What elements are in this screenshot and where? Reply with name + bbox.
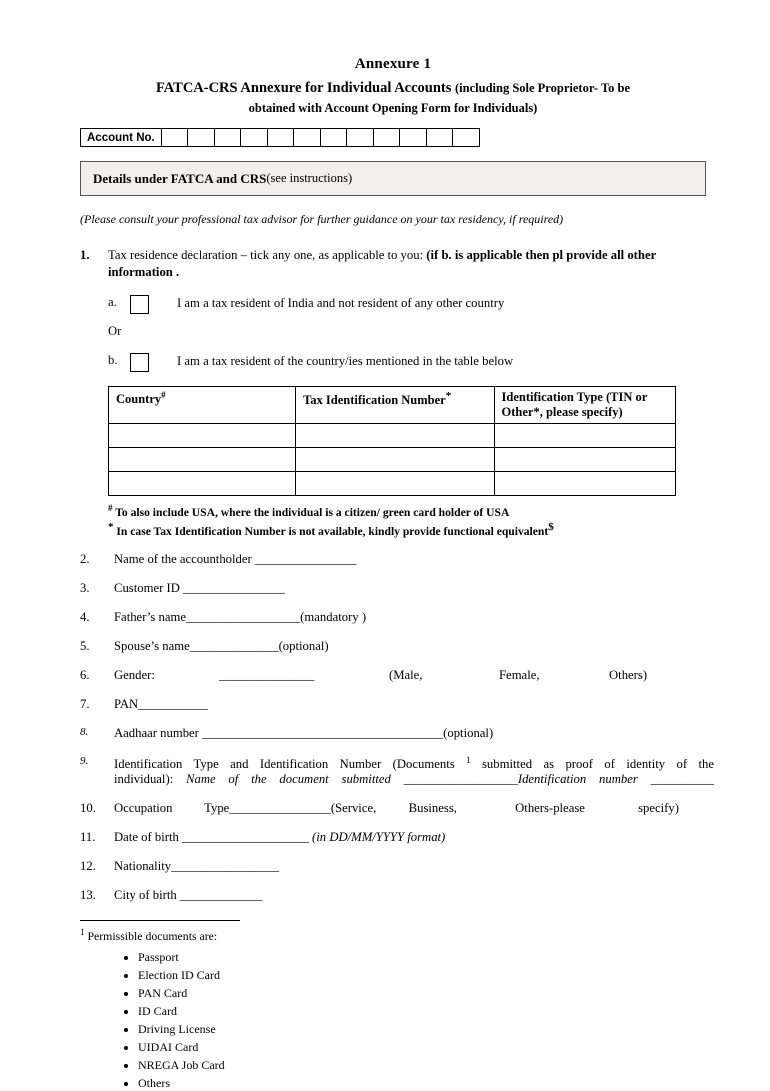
list-item: • PAN Card [138,986,706,1001]
identification-line-1 [114,755,714,772]
option-a-row[interactable] [108,295,706,314]
column-header-tin [296,387,494,424]
list-item: • Passport [138,950,706,965]
field-label[interactable]: Customer ID ________________ [114,581,285,596]
tax-residency-table[interactable] [108,386,676,496]
field-fathers-name[interactable] [80,610,706,625]
cell-country[interactable] [109,472,296,496]
footnote-divider [80,919,240,921]
account-number-cell[interactable] [241,129,268,146]
cell-tin[interactable] [296,448,494,472]
field-aadhaar[interactable] [80,726,706,741]
question-1-number: 1. [80,248,90,263]
field-dob-body[interactable] [114,830,706,845]
identification-docs-note: (Documents [392,757,467,772]
account-number-cell[interactable] [162,129,189,146]
gender-option-others: Others) [609,668,648,683]
field-nationality[interactable] [80,859,706,874]
permissible-documents-heading [80,927,706,944]
option-b-checkbox[interactable] [130,353,149,372]
account-number-cells[interactable] [162,129,479,146]
identification-number-label: Identification number [517,772,638,787]
field-number: 4. [80,610,90,625]
gender-label: Gender: [114,668,155,683]
question-1-text-normal: Tax residence declaration – tick any one, as applicable to you: [108,248,427,263]
question-1 [80,247,706,281]
field-label[interactable]: Name of the accountholder ________________ [114,552,357,567]
dob-label[interactable]: Date of birth ____________________ [114,830,313,845]
account-number-cell[interactable] [400,129,427,146]
field-city-of-birth[interactable] [80,888,706,903]
footnote-star-marker: * [108,521,114,534]
permissible-footnote-marker: 1 [80,927,85,938]
field-label[interactable]: PAN___________ [114,697,208,712]
subtitle-line2: obtained with Account Opening Form for Individuals) [248,100,538,115]
list-item: • Others [138,1076,706,1091]
table-row[interactable] [109,472,676,496]
permissible-documents-list [80,950,706,1091]
section-header-note: (see instructions) [266,171,353,186]
account-number-cell[interactable] [347,129,374,146]
option-or-separator: Or [108,324,122,339]
cell-country[interactable] [109,448,296,472]
cell-identification-type[interactable] [494,472,675,496]
field-number: 11. [80,830,96,845]
list-item: • NREGA Job Card [138,1058,706,1073]
cell-tin[interactable] [296,424,494,448]
option-a-text: I am a tax resident of India and not resident of any other country [177,296,505,311]
footnote-star-text: In case Tax Identification Number is not available, kindly provide functional equivalent [116,525,549,539]
field-number: 9. [80,755,89,768]
field-label[interactable]: City of birth _____________ [114,888,263,903]
question-1-text [108,247,706,281]
list-item: • ID Card [138,1004,706,1019]
cell-country[interactable] [109,424,296,448]
field-customer-id[interactable] [80,581,706,596]
question-1-text-bold: (if b. is applicable then pl provide all other information . [108,248,656,280]
subtitle-rest: (including Sole Proprietor- To be [455,81,631,95]
column-header-country [109,387,296,424]
field-pan[interactable] [80,697,706,712]
field-number: 7. [80,697,90,712]
occupation-label: Occupation [114,801,173,816]
occupation-option-others: Others-please [515,801,585,816]
field-occupation[interactable] [80,801,706,816]
footnote-star-marker-end: $ [548,521,554,534]
column-header-identification-type: Identification Type (TIN or Other*, please specify) [494,387,675,424]
footnote-hash-text: To also include USA, where the individual is a citizen/ green card holder of USA [115,506,510,520]
account-number-cell[interactable] [294,129,321,146]
account-number-cell[interactable] [427,129,454,146]
dob-format-hint: (in DD/MM/YYYY format) [312,830,446,845]
footnote-star [108,521,706,538]
identification-line-2[interactable] [114,772,714,787]
field-date-of-birth[interactable] [80,830,706,845]
cell-identification-type[interactable] [494,424,675,448]
identification-label: Identification Type and Identification Number [114,757,393,772]
field-identification[interactable] [80,755,715,787]
column-header-tin-label: Tax Identification Number [303,393,446,408]
tin-footnote-marker: * [445,390,452,403]
form-fields [80,552,715,903]
option-b-label: b. [108,353,118,368]
title-block [80,56,706,118]
field-label[interactable]: Spouse’s name______________(optional) [114,639,329,654]
cell-tin[interactable] [296,472,494,496]
field-label[interactable]: Aadhaar number ______________________________________(optional) [114,726,494,741]
list-item: • Driving License [138,1022,706,1037]
country-footnote-marker: # [161,390,166,401]
field-occupation-body [114,801,706,816]
field-number: 12. [80,859,96,874]
identification-doc-name-label: Name of the document submitted [186,772,404,787]
identification-number-blank[interactable]: __________ [637,772,715,787]
option-a-label: a. [108,295,117,310]
option-b-text: I am a tax resident of the country/ies mentioned in the table below [177,354,514,369]
table-row[interactable] [109,424,676,448]
account-number-cell[interactable] [453,129,479,146]
account-number-label: Account No. [81,129,162,146]
permissible-heading-text: Permissible documents are: [84,929,218,944]
field-label[interactable]: Father’s name__________________(mandatory ) [114,610,367,625]
field-number: 13. [80,888,96,903]
field-accountholder-name[interactable] [80,552,706,567]
column-header-country-label: Country [116,392,162,407]
footnote-hash [108,503,706,519]
section-header-label: Details under FATCA and CRS [93,170,267,186]
field-gender-body [114,668,706,683]
field-label[interactable]: Nationality_________________ [114,859,279,874]
account-number-cell[interactable] [268,129,295,146]
tax-advisory-note: (Please consult your professional tax advisor for further guidance on your tax residency, if required) [80,212,564,227]
option-a-checkbox[interactable] [130,295,149,314]
field-number: 3. [80,581,90,596]
gender-option-female: Female, [499,668,540,683]
identification-individual-label: individual): [114,772,187,787]
cell-identification-type[interactable] [494,448,675,472]
table-row[interactable] [109,448,676,472]
field-number: 5. [80,639,90,654]
subtitle-bold: FATCA-CRS Annexure for Individual Accounts [155,80,456,96]
field-number: 6. [80,668,90,683]
occupation-option-specify: specify) [638,801,679,816]
account-number-row[interactable] [80,128,480,147]
field-gender[interactable] [80,668,706,683]
identification-docs-note-2: submitted as proof of identity of the [470,757,715,772]
gender-input-blank[interactable]: _______________ [219,668,315,683]
list-item: • UIDAI Card [138,1040,706,1055]
field-spouse-name[interactable] [80,639,706,654]
field-identification-body [114,755,714,787]
occupation-option-service: (Service, [330,801,377,816]
account-number-cell[interactable] [321,129,348,146]
field-number: 2. [80,552,90,567]
option-b-row[interactable] [108,353,706,372]
field-number: 8. [80,726,89,739]
account-number-cell[interactable] [215,129,242,146]
gender-option-male: (Male, [389,668,423,683]
document-subtitle [80,79,706,118]
account-number-cell[interactable] [374,129,401,146]
footnote-hash-marker: # [108,503,113,514]
occupation-type-blank[interactable]: Type________________ [204,801,331,816]
list-item: • Election ID Card [138,968,706,983]
occupation-option-business: Business, [408,801,457,816]
identification-doc-name-blank[interactable]: __________________ [403,772,518,787]
section-header-fatca-crs [80,161,706,196]
page-title: Annexure 1 [354,56,432,72]
field-number: 10. [80,801,96,816]
identification-footnote-marker: 1 [466,755,471,766]
account-number-cell[interactable] [188,129,215,146]
table-header-row [109,387,676,424]
